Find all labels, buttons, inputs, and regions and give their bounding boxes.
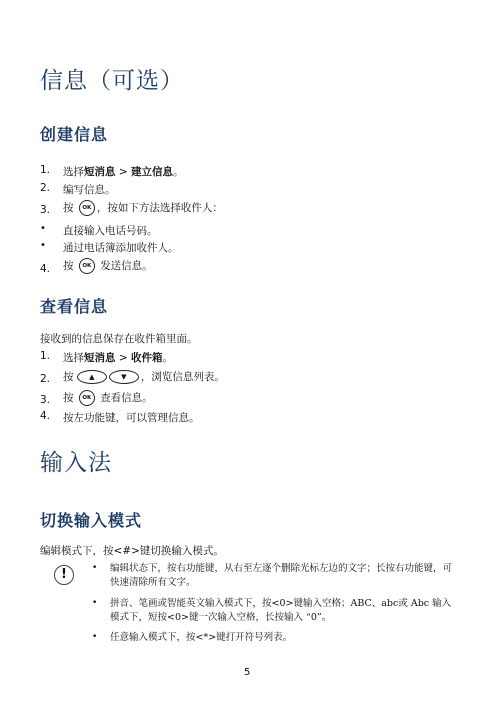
section-title-view: 查看信息 — [40, 297, 109, 316]
create-step-4 — [63, 258, 153, 274]
step-text: 查看信息。 — [100, 392, 153, 404]
note-item: 拼音、笔画或智能英文输入模式下，按<0>键输入空格；ABC、abc或 Abc 输入模式下，短按<0>键一次输入空格，长按输入 “0”。 — [110, 598, 452, 623]
create-bullet-1: 直接输入电话号码。 — [63, 225, 158, 237]
page-title: 信息（可选） — [40, 68, 184, 94]
step-number: 3. — [40, 204, 51, 216]
step-number: 4. — [40, 410, 51, 422]
create-step-2: 编写信息。 — [63, 184, 116, 196]
ok-key-icon: OK — [79, 390, 95, 406]
step-text: 按 — [63, 202, 74, 214]
section-title-input: 输入法 — [40, 450, 112, 476]
note-item: 任意输入模式下，按<*>键打开符号列表。 — [110, 632, 293, 643]
create-bullet-2: 通过电话簿添加收件人。 — [63, 242, 179, 254]
step-text: ，按如下方法选择收件人： — [96, 202, 223, 214]
section-title-create: 创建信息 — [40, 125, 109, 144]
menu-item: 收件箱 — [130, 352, 163, 364]
step-number: 1. — [40, 164, 51, 176]
step-number: 4. — [40, 263, 51, 275]
step-number: 1. — [40, 350, 51, 362]
menu-name: 短消息 — [84, 166, 116, 178]
create-step-3 — [63, 200, 223, 216]
up-key-icon: ▲ — [77, 370, 107, 384]
view-step-2 — [63, 369, 225, 384]
step-text: 按 — [63, 392, 74, 404]
ok-key-icon: OK — [79, 258, 95, 274]
menu-name: 短消息 — [84, 352, 116, 364]
bullet-icon: • — [40, 223, 46, 234]
step-text: ，浏览信息列表。 — [140, 371, 225, 383]
menu-separator: > — [115, 352, 131, 364]
down-key-icon: ▼ — [109, 370, 139, 384]
step-number: 2. — [40, 182, 51, 194]
step-text: 按 — [63, 371, 74, 383]
bullet-icon: • — [92, 598, 98, 608]
step-text: 。 — [162, 352, 173, 364]
view-step-1 — [63, 350, 173, 365]
ok-key-icon: OK — [79, 200, 95, 216]
create-step-1 — [63, 164, 183, 179]
step-text: 按 — [63, 260, 74, 272]
step-number: 3. — [40, 394, 51, 406]
menu-item: 建立信息 — [130, 166, 173, 178]
section-title-switch: 切换输入模式 — [40, 511, 143, 530]
step-text: 发送信息。 — [100, 260, 153, 272]
bullet-icon: • — [40, 240, 46, 251]
bullet-icon: • — [92, 632, 98, 642]
bullet-icon: • — [92, 563, 98, 573]
switch-intro: 编辑模式下，按<#>键切换输入模式。 — [40, 545, 224, 557]
view-step-3 — [63, 390, 153, 406]
menu-separator: > — [115, 166, 131, 178]
warning-icon: ! — [54, 565, 74, 585]
note-item: 编辑状态下，按右功能键，从右至左逐个删除光标左边的文字；长按右功能键，可快速清除所有文字。 — [110, 563, 453, 588]
page-number: 5 — [244, 667, 251, 678]
step-text: 选择 — [63, 352, 84, 364]
view-step-4: 按左功能键，可以管理信息。 — [63, 412, 200, 424]
step-text: 。 — [172, 166, 184, 178]
view-intro: 接收到的信息保存在收件箱里面。 — [40, 333, 198, 345]
step-number: 2. — [40, 373, 51, 385]
step-text: 选择 — [63, 166, 84, 178]
